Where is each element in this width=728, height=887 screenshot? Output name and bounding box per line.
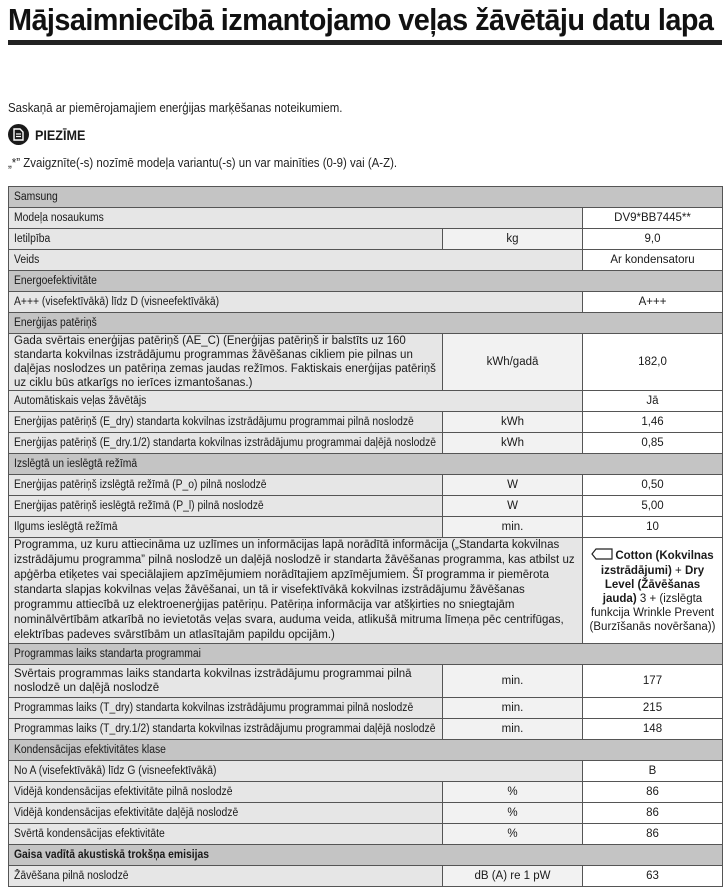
t-dry-full-label: Programmas laiks (T_dry) standarta kokvilnas izstrādājumu programmai pilnā noslodzē: [14, 702, 414, 714]
table-row: [9, 292, 723, 313]
program-value-rest: 3 + (izslēgta funkcija Wrinkle Prevent (Burzīšanās novēršana)): [589, 592, 716, 633]
condensation-partial-label: Vidējā kondensācijas efektivitāte daļējā noslodzē: [14, 807, 239, 819]
table-row: [9, 250, 723, 271]
note-heading: [8, 124, 91, 145]
section-row: [9, 313, 723, 334]
on-mode-label: Enerģijas patēriņš ieslēgtā režīmā (P_l) pilnā noslodzē: [14, 500, 264, 512]
condensation-full-label: Vidējā kondensācijas efektivitāte pilnā noslodzē: [14, 786, 233, 798]
condensation-weighted-unit: %: [507, 828, 518, 840]
condensation-full-value: 86: [646, 786, 659, 798]
model-value: DV9*BB7445**: [614, 212, 691, 224]
energy-consumption-section: Enerģijas patēriņš: [14, 317, 97, 329]
cotton-program-icon: [591, 548, 613, 564]
document-note-icon: [8, 124, 29, 145]
table-row: [9, 229, 723, 250]
auto-dryer-value: Jā: [646, 395, 659, 407]
condensation-section: Kondensācijas efektivitātes klase: [14, 744, 166, 756]
table-row: [9, 391, 723, 412]
weighted-time-value: 177: [642, 675, 663, 687]
model-label: Modeļa nosaukums: [14, 212, 104, 224]
spec-table: [8, 186, 723, 887]
t-dry-partial-unit: min.: [501, 723, 524, 735]
table-row: [9, 496, 723, 517]
annual-consumption-label: Gada svērtais enerģijas patēriņš (AE_C) (Enerģijas patēriņš ir balstīts uz 160 standarta kokvilnas izstrādājumu programmas žāvēšanas cikliem pie pilnas un daļējas noslodzes un patēriņa zemas jaudas režīmos. Faktiskais enerģijas patēriņš uz ciklu būs atkarīgs no ierīces izmantošanas.): [14, 335, 436, 389]
title-rule: [8, 40, 722, 45]
condensation-class-label: No A (visefektīvākā) līdz G (visneefektīvākā): [14, 765, 217, 777]
condensation-weighted-value: 86: [646, 828, 659, 840]
energy-class-value: A+++: [638, 296, 667, 308]
table-row: [9, 782, 723, 803]
weighted-time-unit: min.: [501, 675, 524, 687]
table-row: [9, 866, 723, 887]
page-title: Mājsaimniecībā izmantojamo veļas žāvētāju datu lapa: [8, 2, 714, 37]
table-row: [9, 761, 723, 782]
section-row: [9, 454, 723, 475]
annual-consumption-value: 182,0: [638, 356, 667, 368]
energy-efficiency-section: Energoefektivitāte: [14, 275, 97, 287]
modes-section: Izslēgtā un ieslēgtā režīmā: [14, 458, 138, 470]
type-value: Ar kondensatoru: [610, 254, 695, 266]
section-row: [9, 187, 723, 208]
program-label: Programma, uz kuru attiecināma uz uzlīmes un informācijas lapā norādītā informācija („Standarta kokvilnas izstrādājumu programma” pilnā noslodzē un daļējā noslodzē ir standarta žāvēšanas programma, kas atbilst uz apģērba etiķetes vai speciālajiem apzīmējumiem norādītajiem apzīmējumiem. Šī programma ir piemērota standarta slapjas kokvilnas veļas žāvēšanai, un tā ir visefektīvākā kokvilnas izstrādājumu žāvēšanas programmu attiecībā uz elektroenerģijas patēriņu. Patēriņa informācija var atšķirties no sniegtajām nominālvērtībām atkarībā no ievietotās veļas svara, auduma veida, atlikušā mitruma līmeņa pēc centrifūgas, elektrības padeves svārstībām un atlasītajām papildu opcijām.): [14, 539, 575, 641]
table-row: [9, 475, 723, 496]
table-row: [9, 412, 723, 433]
capacity-label: Ietilpība: [14, 233, 51, 245]
noise-section: Gaisa vadītā akustiskā trokšņa emisijas: [14, 849, 210, 861]
brand-label: Samsung: [14, 191, 58, 203]
condensation-weighted-label: Svērtā kondensācijas efektivitāte: [14, 828, 165, 840]
on-duration-label: Ilgums ieslēgtā režīmā: [14, 521, 118, 533]
program-value-plus: +: [671, 564, 685, 577]
intro-text: Saskaņā ar piemērojamajiem enerģijas marķēšanas noteikumiem.: [8, 100, 343, 115]
e-dry-full-unit: kWh: [501, 416, 524, 428]
note-text: „*” Zvaigznīte(-s) nozīmē modeļa variantu(-s) un var mainīties (0-9) vai (A-Z).: [8, 155, 398, 170]
capacity-unit: kg: [506, 233, 519, 245]
table-row: [9, 334, 723, 391]
program-time-section: Programmas laiks standarta programmai: [14, 648, 201, 660]
e-dry-partial-unit: kWh: [501, 437, 524, 449]
program-value-dry-level: Dry Level (Žāvēšanas jauda): [602, 564, 705, 605]
e-dry-partial-value: 0,85: [641, 437, 664, 449]
table-row: [9, 538, 723, 644]
on-duration-value: 10: [646, 521, 659, 533]
condensation-partial-unit: %: [507, 807, 518, 819]
noise-drying-unit: dB (A) re 1 pW: [474, 870, 551, 882]
table-row: [9, 208, 723, 229]
noise-drying-value: 63: [646, 870, 659, 882]
e-dry-full-value: 1,46: [641, 416, 664, 428]
on-mode-value: 5,00: [641, 500, 664, 512]
note-label: PIEZĪME: [35, 126, 86, 143]
off-mode-value: 0,50: [641, 479, 664, 491]
section-row: [9, 644, 723, 665]
t-dry-partial-value: 148: [642, 723, 663, 735]
t-dry-partial-label: Programmas laiks (T_dry.1/2) standarta kokvilnas izstrādājumu programmai daļējā noslodzē: [14, 723, 436, 735]
table-row: [9, 665, 723, 698]
weighted-time-label: Svērtais programmas laiks standarta kokvilnas izstrādājumu programmai pilnā noslodzē un daļējā noslodzē: [14, 668, 412, 694]
condensation-full-unit: %: [507, 786, 518, 798]
condensation-class-value: B: [648, 765, 657, 777]
e-dry-full-label: Enerģijas patēriņš (E_dry) standarta kokvilnas izstrādājumu programmai pilnā noslodzē: [14, 416, 414, 428]
type-label: Veids: [14, 254, 40, 266]
e-dry-partial-label: Enerģijas patēriņš (E_dry.1/2) standarta kokvilnas izstrādājumu programmai daļējā noslodzē: [14, 437, 437, 449]
on-mode-unit: W: [507, 500, 518, 512]
t-dry-full-value: 215: [642, 702, 663, 714]
capacity-value: 9,0: [644, 233, 661, 245]
section-row: [9, 271, 723, 292]
off-mode-unit: W: [507, 479, 518, 491]
section-row: [9, 845, 723, 866]
table-row: [9, 824, 723, 845]
table-row: [9, 433, 723, 454]
table-row: [9, 803, 723, 824]
energy-class-label: A+++ (visefektīvākā) līdz D (visneefektīvākā): [14, 296, 220, 308]
section-row: [9, 740, 723, 761]
auto-dryer-label: Automātiskais veļas žāvētājs: [14, 395, 147, 407]
table-row: [9, 719, 723, 740]
table-row: [9, 517, 723, 538]
noise-drying-label: Žāvēšana pilnā noslodzē: [14, 870, 129, 882]
on-duration-unit: min.: [501, 521, 524, 533]
table-row: [9, 698, 723, 719]
condensation-partial-value: 86: [646, 807, 659, 819]
off-mode-label: Enerģijas patēriņš izslēgtā režīmā (P_o) pilnā noslodzē: [14, 479, 267, 491]
annual-consumption-unit: kWh/gadā: [486, 356, 539, 368]
program-value-cotton: Cotton (Kokvilnas izstrādājumi): [600, 549, 714, 577]
t-dry-full-unit: min.: [501, 702, 524, 714]
